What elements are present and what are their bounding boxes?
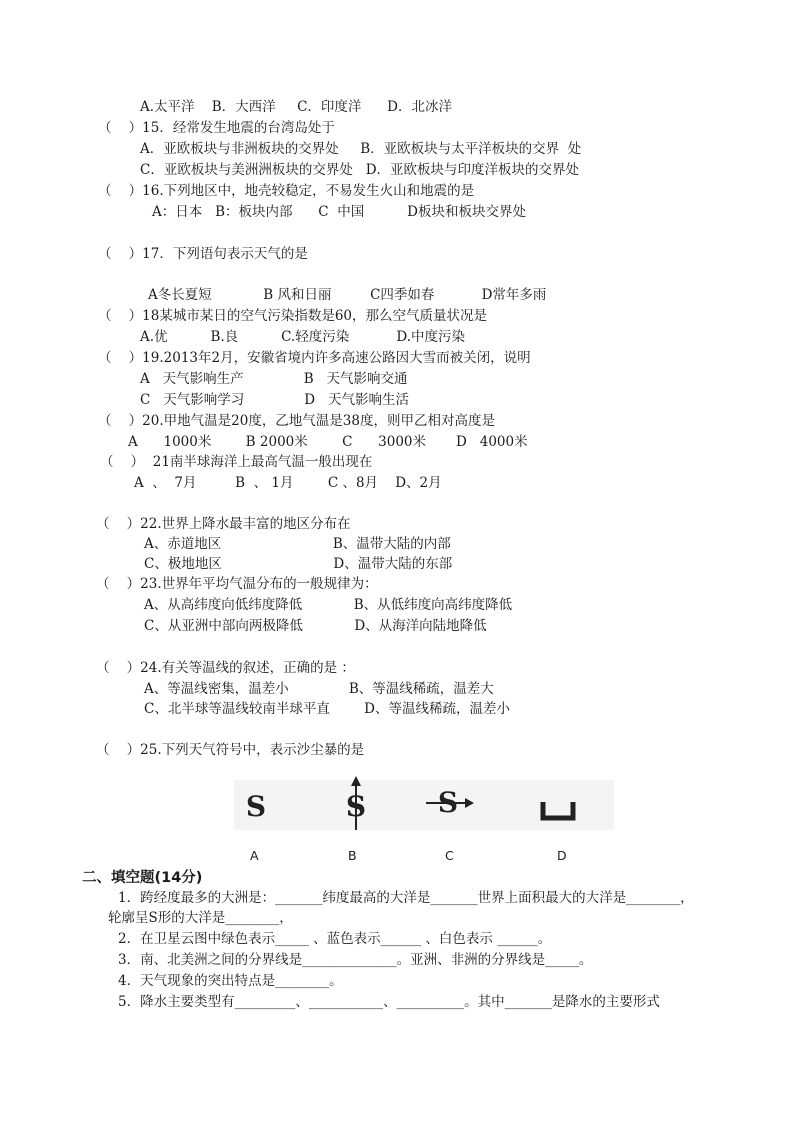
q21-options: A 、 7月 B 、 1月 C 、8月 D、2月 xyxy=(134,475,442,491)
section-2-title: 二、填空题(14分) xyxy=(82,870,203,886)
q20-stem: （ ）20.甲地气温是20度，乙地气温是38度，则甲乙相对高度是 xyxy=(98,413,495,429)
q16-stem: （ ）16.下列地区中，地壳较稳定，不易发生火山和地震的是 xyxy=(98,183,475,199)
q25-stem: （ ）25.下列天气符号中，表示沙尘暴的是 xyxy=(96,742,365,758)
q22-options-1: A、赤道地区 B、温带大陆的内部 xyxy=(144,536,451,552)
fill-4: 4．天气现象的突出特点是________。 xyxy=(118,973,343,989)
q17-options: A冬长夏短 B 风和日丽 C四季如春 D常年多雨 xyxy=(148,287,547,303)
symbol-label-b: B xyxy=(348,848,357,863)
q19-options-2: C 天气影响学习 D 天气影响生活 xyxy=(140,392,409,408)
symbol-c-letter: S xyxy=(437,786,459,819)
fill-3: 3．南、北美洲之间的分界线是______________。亚洲、非洲的分界线是_____。 xyxy=(118,952,593,968)
q17-stem: （ ）17．下列语句表示天气的是 xyxy=(98,246,308,262)
fill-2: 2．在卫星云图中绿色表示_____ 、蓝色表示______ 、白色表示 ______。 xyxy=(118,931,552,947)
weather-symbol-c xyxy=(420,776,480,832)
q19-options-1: A 天气影响生产 B 天气影响交通 xyxy=(140,371,408,387)
symbol-b-arrowhead xyxy=(351,776,361,786)
q23-options-1: A、从高纬度向低纬度降低 B、从低纬度向高纬度降低 xyxy=(144,597,513,613)
q18-stem: （ ）18某城市某日的空气污染指数是60，那么空气质量状况是 xyxy=(98,308,488,324)
symbol-b-letter: S xyxy=(345,790,367,823)
q24-options-1: A、等温线密集，温差小 B、等温线稀疏，温差大 xyxy=(144,681,494,697)
q20-options: A 1000米 B 2000米 C 3000米 D 4000米 xyxy=(128,434,528,450)
q23-options-2: C、从亚洲中部向两极降低 D、从海洋向陆地降低 xyxy=(144,618,487,634)
symbol-label-c: C xyxy=(445,848,454,863)
weather-symbol-d xyxy=(530,776,590,832)
q24-options-2: C、北半球等温线较南半球平直 D、等温线稀疏，温差小 xyxy=(144,701,510,717)
weather-symbol-b xyxy=(326,776,386,832)
q14-options: A.太平洋 B．大西洋 C．印度洋 D．北冰洋 xyxy=(140,99,452,115)
q21-stem: （ ） 21南半球海洋上最高气温一般出现在 xyxy=(100,454,373,470)
fill-5: 5．降水主要类型有_________、___________、__________。其中_______是降水的主要形式 xyxy=(118,994,660,1010)
q23-stem: （ ）23.世界年平均气温分布的一般规律为： xyxy=(96,576,378,592)
q18-options: A.优 B.良 C.轻度污染 D.中度污染 xyxy=(140,329,466,345)
symbol-label-d: D xyxy=(557,848,567,863)
q24-stem: （ ）24.有关等温线的叙述，正确的是 ： xyxy=(96,660,355,676)
q16-options: A：日本 B：板块内部 C 中国 D板块和板块交界处 xyxy=(152,204,526,220)
q15-options-1: A．亚欧板块与非洲板块的交界处 B．亚欧板块与太平洋板块的交界 处 xyxy=(140,141,582,157)
q15-stem: （ ）15．经常发生地震的台湾岛处于 xyxy=(98,120,335,136)
q22-options-2: C、极地地区 D、温带大陆的东部 xyxy=(144,556,453,572)
fill-1-line-2: 轮廓呈S形的大洋是________， xyxy=(108,910,293,926)
fill-1-line-1: 1．跨经度最多的大洲是：_______纬度最高的大洋是_______世界上面积最大的大洋是________， xyxy=(118,890,694,906)
weather-symbol-a xyxy=(226,776,286,832)
symbol-c-arrowhead xyxy=(465,798,474,808)
q15-options-2: C．亚欧板块与美洲洲板块的交界处 D．亚欧板块与印度洋板块的交界处 xyxy=(140,162,580,178)
q22-stem: （ ）22.世界上降水最丰富的地区分布在 xyxy=(96,516,351,532)
symbol-a-letter: S xyxy=(245,790,267,823)
symbol-label-a: A xyxy=(250,848,259,863)
q19-stem: （ ）19.2013年2月，安徽省境内许多高速公路因大雪而被关闭，说明 xyxy=(98,350,531,366)
symbol-d-bracket xyxy=(543,802,573,818)
